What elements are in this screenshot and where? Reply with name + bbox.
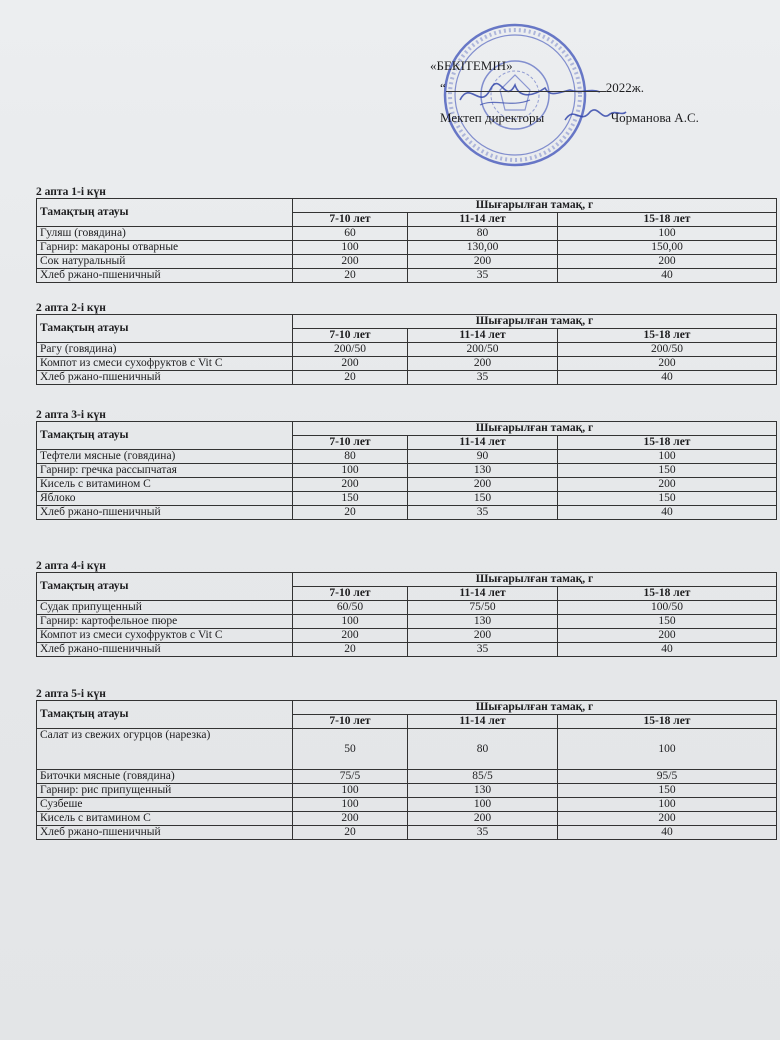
portion-header: Шығарылған тамақ, г (293, 573, 777, 587)
day-title: 2 апта 1-і күн (36, 186, 106, 198)
table-row (37, 812, 777, 826)
table-row (37, 601, 777, 615)
portion-value: 100 (558, 450, 777, 464)
menu-day-2 (36, 302, 776, 385)
dish-name: Кисель с витамином С (37, 812, 293, 826)
portion-value: 35 (408, 269, 558, 283)
dish-name: Хлеб ржано-пшеничный (37, 643, 293, 657)
portion-value: 100 (558, 729, 777, 770)
date-prefix: “ (440, 80, 446, 95)
age-group-header: 11-14 лет (408, 715, 558, 729)
portion-value: 130 (408, 464, 558, 478)
portion-value: 40 (558, 371, 777, 385)
age-group-header: 11-14 лет (408, 213, 558, 227)
dish-name: Гуляш (говядина) (37, 227, 293, 241)
table-row (37, 450, 777, 464)
portion-value: 20 (293, 371, 408, 385)
portion-value: 150 (558, 784, 777, 798)
age-group-header: 7-10 лет (293, 436, 408, 450)
portion-header: Шығарылған тамақ, г (293, 422, 777, 436)
portion-value: 100 (558, 227, 777, 241)
director-label: Мектеп директоры (440, 110, 545, 125)
dish-name-header: Тамақтың атауы (37, 422, 293, 450)
portion-value: 40 (558, 506, 777, 520)
table-row (37, 826, 777, 840)
menu-table (36, 572, 777, 657)
table-row (37, 492, 777, 506)
dish-name: Хлеб ржано-пшеничный (37, 269, 293, 283)
portion-value: 200 (558, 357, 777, 371)
portion-header: Шығарылған тамақ, г (293, 315, 777, 329)
portion-value: 35 (408, 371, 558, 385)
age-group-header: 7-10 лет (293, 715, 408, 729)
date-blank (446, 81, 606, 92)
menu-table (36, 198, 777, 283)
dish-name: Сок натуральный (37, 255, 293, 269)
dish-name: Рагу (говядина) (37, 343, 293, 357)
day-title: 2 апта 5-і күн (36, 688, 106, 700)
portion-value: 200 (408, 255, 558, 269)
portion-value: 60 (293, 227, 408, 241)
day-title: 2 апта 3-і күн (36, 409, 106, 421)
portion-value: 200 (293, 357, 408, 371)
portion-value: 150 (558, 492, 777, 506)
portion-value: 100 (293, 615, 408, 629)
portion-value: 90 (408, 450, 558, 464)
table-row (37, 255, 777, 269)
portion-value: 80 (408, 227, 558, 241)
menu-table (36, 421, 777, 520)
dish-name-header: Тамақтың атауы (37, 199, 293, 227)
table-row (37, 269, 777, 283)
portion-value: 200 (293, 478, 408, 492)
portion-value: 200 (293, 812, 408, 826)
table-row (37, 371, 777, 385)
portion-value: 20 (293, 506, 408, 520)
dish-name: Компот из смеси сухофруктов с Vit C (37, 629, 293, 643)
dish-name: Гарнир: рис припущенный (37, 784, 293, 798)
menu-table (36, 700, 777, 840)
portion-value: 200/50 (408, 343, 558, 357)
table-row (37, 770, 777, 784)
portion-value: 40 (558, 643, 777, 657)
table-row (37, 227, 777, 241)
day-title: 2 апта 2-і күн (36, 302, 106, 314)
table-row (37, 798, 777, 812)
menu-day-3 (36, 409, 776, 520)
table-row (37, 357, 777, 371)
age-group-header: 15-18 лет (558, 329, 777, 343)
portion-value: 100/50 (558, 601, 777, 615)
dish-name-header: Тамақтың атауы (37, 315, 293, 343)
table-row (37, 784, 777, 798)
age-group-header: 15-18 лет (558, 587, 777, 601)
portion-value: 130,00 (408, 241, 558, 255)
portion-value: 40 (558, 269, 777, 283)
age-group-header: 11-14 лет (408, 436, 558, 450)
dish-name: Гарнир: макароны отварные (37, 241, 293, 255)
portion-value: 100 (558, 798, 777, 812)
table-row (37, 478, 777, 492)
portion-value: 20 (293, 269, 408, 283)
dish-name: Хлеб ржано-пшеничный (37, 826, 293, 840)
dish-name: Биточки мясные (говядина) (37, 770, 293, 784)
dish-name-header: Тамақтың атауы (37, 701, 293, 729)
portion-value: 200 (408, 629, 558, 643)
portion-value: 50 (293, 729, 408, 770)
day-title: 2 апта 4-і күн (36, 560, 106, 572)
portion-header: Шығарылған тамақ, г (293, 701, 777, 715)
age-group-header: 15-18 лет (558, 436, 777, 450)
table-row (37, 506, 777, 520)
portion-value: 95/5 (558, 770, 777, 784)
age-group-header: 15-18 лет (558, 715, 777, 729)
table-row (37, 343, 777, 357)
portion-value: 150 (558, 464, 777, 478)
dish-name: Гарнир: картофельное пюре (37, 615, 293, 629)
age-group-header: 7-10 лет (293, 587, 408, 601)
dish-name: Хлеб ржано-пшеничный (37, 506, 293, 520)
portion-value: 200 (293, 629, 408, 643)
portion-value: 200/50 (293, 343, 408, 357)
menu-day-1 (36, 186, 776, 283)
portion-value: 100 (293, 784, 408, 798)
dish-name: Судак припущенный (37, 601, 293, 615)
portion-value: 20 (293, 643, 408, 657)
table-row (37, 629, 777, 643)
portion-value: 100 (408, 798, 558, 812)
portion-value: 40 (558, 826, 777, 840)
portion-value: 75/5 (293, 770, 408, 784)
portion-value: 200 (408, 812, 558, 826)
dish-name: Хлеб ржано-пшеничный (37, 371, 293, 385)
approval-header (0, 0, 780, 180)
portion-value: 35 (408, 643, 558, 657)
dish-name: Салат из свежих огурцов (нарезка) (37, 729, 293, 770)
portion-value: 200 (408, 478, 558, 492)
table-row (37, 643, 777, 657)
dish-name: Яблоко (37, 492, 293, 506)
portion-value: 35 (408, 826, 558, 840)
portion-value: 100 (293, 241, 408, 255)
portion-value: 150 (293, 492, 408, 506)
age-group-header: 15-18 лет (558, 213, 777, 227)
date-suffix: 2022ж. (605, 80, 645, 95)
age-group-header: 11-14 лет (408, 587, 558, 601)
age-group-header: 7-10 лет (293, 329, 408, 343)
age-group-header: 7-10 лет (293, 213, 408, 227)
portion-value: 80 (408, 729, 558, 770)
portion-value: 150,00 (558, 241, 777, 255)
table-row (37, 464, 777, 478)
approve-label: «БЕКІТЕМІН» (430, 58, 513, 73)
table-row (37, 241, 777, 255)
age-group-header: 11-14 лет (408, 329, 558, 343)
dish-name: Кисель с витамином С (37, 478, 293, 492)
dish-name: Гарнир: гречка рассыпчатая (37, 464, 293, 478)
dish-name: Сузбеше (37, 798, 293, 812)
portion-value: 200 (293, 255, 408, 269)
table-row (37, 729, 777, 770)
portion-value: 200 (408, 357, 558, 371)
portion-value: 75/50 (408, 601, 558, 615)
portion-value: 100 (293, 464, 408, 478)
menu-day-4 (36, 560, 776, 657)
menu-day-5 (36, 688, 776, 840)
portion-value: 200 (558, 255, 777, 269)
portion-value: 100 (293, 798, 408, 812)
table-row (37, 615, 777, 629)
portion-value: 200 (558, 478, 777, 492)
portion-value: 130 (408, 784, 558, 798)
director-name: Чорманова А.С. (610, 110, 699, 125)
portion-value: 35 (408, 506, 558, 520)
portion-header: Шығарылған тамақ, г (293, 199, 777, 213)
portion-value: 85/5 (408, 770, 558, 784)
portion-value: 200/50 (558, 343, 777, 357)
portion-value: 200 (558, 812, 777, 826)
portion-value: 200 (558, 629, 777, 643)
portion-value: 80 (293, 450, 408, 464)
portion-value: 130 (408, 615, 558, 629)
portion-value: 20 (293, 826, 408, 840)
menu-table (36, 314, 777, 385)
portion-value: 150 (408, 492, 558, 506)
dish-name: Компот из смеси сухофруктов с Vit C (37, 357, 293, 371)
portion-value: 60/50 (293, 601, 408, 615)
director-line (440, 110, 699, 126)
portion-value: 150 (558, 615, 777, 629)
dish-name: Тефтели мясные (говядина) (37, 450, 293, 464)
dish-name-header: Тамақтың атауы (37, 573, 293, 601)
approval-date-line (440, 80, 644, 96)
